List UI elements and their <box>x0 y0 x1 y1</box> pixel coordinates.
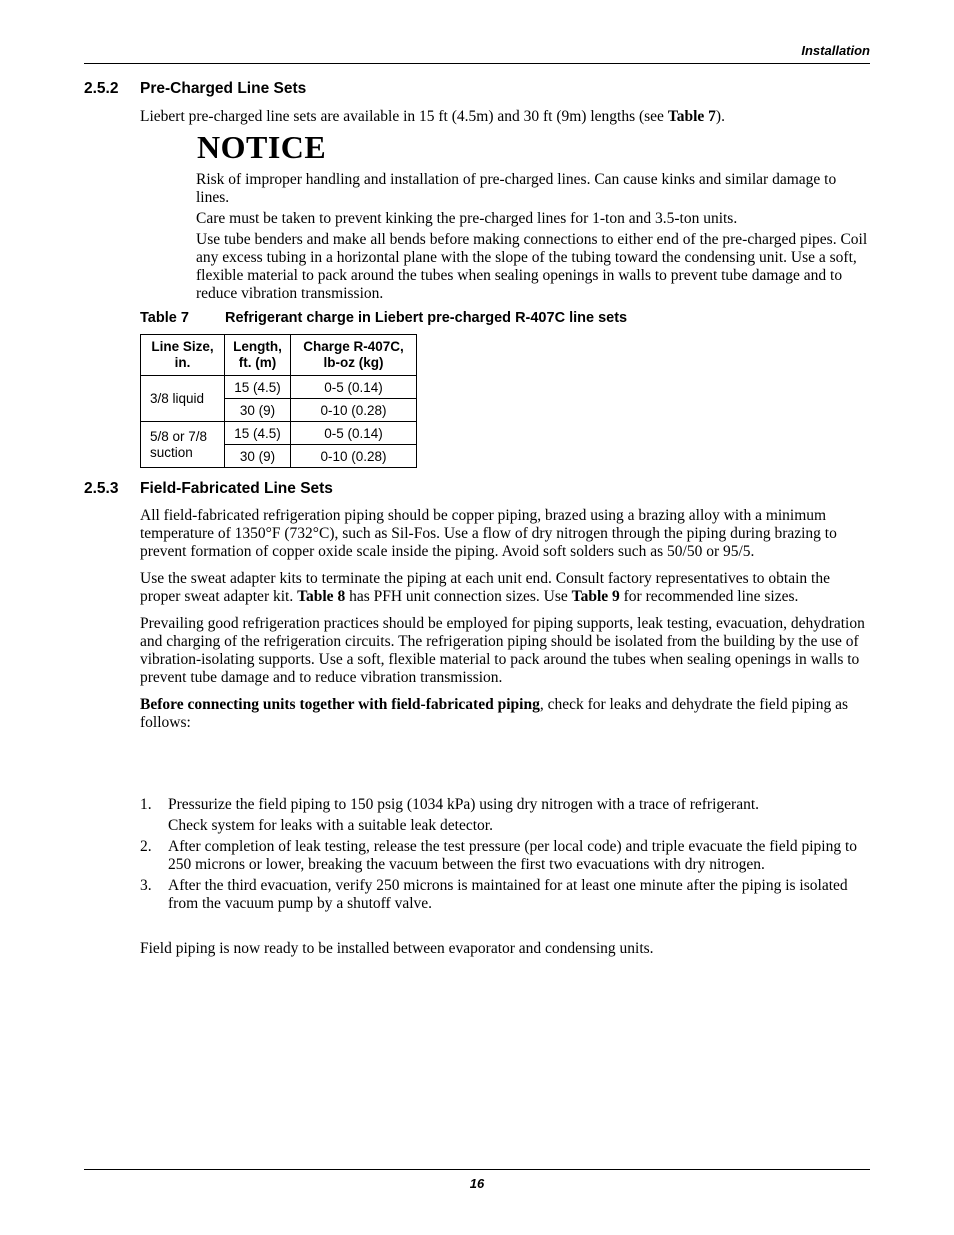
step-text: Check system for leaks with a suitable leak detector. <box>168 817 493 834</box>
length-cell: 30 (9) <box>225 445 291 468</box>
table-label: Table 7 <box>140 310 189 326</box>
step-text: Pressurize the field piping to 150 psig (1034 kPa) using dry nitrogen with a trace of refrigerant. <box>168 796 760 813</box>
column-header: Length, ft. (m) <box>225 335 291 376</box>
charge-cell: 0-10 (0.28) <box>291 399 417 422</box>
line-size-cell: 3/8 liquid <box>141 376 225 422</box>
notice-body <box>196 171 868 303</box>
refrigerant-charge-table <box>140 334 417 468</box>
table-header-row <box>141 335 417 376</box>
intro-suffix: ). <box>715 108 725 125</box>
closing-paragraph <box>140 940 868 958</box>
step-number: 2. <box>140 838 152 855</box>
column-header: Line Size, in. <box>141 335 225 376</box>
bold-lead-in: Before connecting units together with field-fabricated piping <box>140 696 540 713</box>
page-number: 16 <box>469 1176 485 1191</box>
length-cell: 15 (4.5) <box>225 422 291 445</box>
notice-paragraph: Care must be taken to prevent kinking the pre-charged lines for 1-ton and 3.5-ton units. <box>196 210 738 227</box>
section-title: Pre-Charged Line Sets <box>140 80 307 97</box>
header-rule <box>84 63 870 64</box>
table-8-reference: Table 8 <box>297 588 346 605</box>
column-header: Charge R-407C, lb-oz (kg) <box>291 335 417 376</box>
notice-paragraph: Use tube benders and make all bends before making connections to either end of the pre-charged pipes. Coil any excess tubing in a horizontal plane with the slope of the tubing toward the condensing unit. Use a soft, flexible material to pack around the tubes when sealing openings in walls to prevent tube damage and to reduce vibration transmission. <box>196 231 868 302</box>
notice-title: NOTICE <box>197 129 327 165</box>
table-9-reference: Table 9 <box>571 588 620 605</box>
paragraph: Before connecting units together with field-fabricated piping, check for leaks and dehydrate the field piping as follows: <box>140 696 848 731</box>
section-253-body <box>140 507 868 732</box>
step-number: 3. <box>140 877 152 894</box>
list-item <box>140 877 868 913</box>
paragraph: Prevailing good refrigeration practices should be employed for piping supports, leak testing, evacuation, dehydration and charging of the refrigeration circuits. The refrigeration piping should be isolated from the building by the use of vibration-isolating supports. Use a soft, flexible material to pack around the tubes when sealing openings in walls to prevent tube damage and to reduce vibration transmission. <box>140 615 865 686</box>
intro-paragraph <box>140 108 868 126</box>
table-caption-text: Refrigerant charge in Liebert pre-charged R-407C line sets <box>225 310 628 326</box>
list-item <box>140 838 868 874</box>
list-item <box>140 796 868 835</box>
line-size-cell: 5/8 or 7/8 suction <box>141 422 225 468</box>
step-text: After completion of leak testing, release the test pressure (per local code) and triple evacuate the field piping to 250 microns or lower, breaking the vacuum between the first two evacuations with dry nitrogen. <box>168 838 858 873</box>
length-cell: 15 (4.5) <box>225 376 291 399</box>
step-number: 1. <box>140 796 152 813</box>
running-header: Installation <box>801 43 870 58</box>
section-heading-253 <box>84 480 333 498</box>
table-row <box>141 422 417 445</box>
section-number: 2.5.3 <box>84 480 119 497</box>
charge-cell: 0-10 (0.28) <box>291 445 417 468</box>
step-text: After the third evacuation, verify 250 microns is maintained for at least one minute after the piping is isolated from the vacuum pump by a shutoff valve. <box>168 877 848 912</box>
section-number: 2.5.2 <box>84 80 119 97</box>
table-row <box>141 376 417 399</box>
footer-rule <box>84 1169 870 1170</box>
paragraph: Field piping is now ready to be installed between evaporator and condensing units. <box>140 940 654 957</box>
table-caption <box>140 310 627 326</box>
leak-test-steps <box>140 796 868 913</box>
paragraph: All field-fabricated refrigeration piping should be copper piping, brazed using a brazing alloy with a minimum temperature of 1350°F (732°C), such as Sil-Fos. Use a flow of dry nitrogen through the piping during brazing to prevent formation of copper oxide scale inside the piping. Avoid soft solders such as 50/50 or 95/5. <box>140 507 837 560</box>
section-heading-252 <box>84 80 306 98</box>
paragraph: Use the sweat adapter kits to terminate the piping at each unit end. Consult factory representatives to obtain the proper sweat adapter kit. Table 8 has PFH unit connection sizes. Use Table 9 for recommended line sizes. <box>140 570 830 605</box>
notice-paragraph: Risk of improper handling and installation of pre-charged lines. Can cause kinks and similar damage to lines. <box>196 171 837 206</box>
section-title: Field-Fabricated Line Sets <box>140 480 333 497</box>
intro-text: Liebert pre-charged line sets are available in 15 ft (4.5m) and 30 ft (9m) lengths (see <box>140 108 668 125</box>
length-cell: 30 (9) <box>225 399 291 422</box>
charge-cell: 0-5 (0.14) <box>291 422 417 445</box>
table-7-reference: Table 7 <box>667 108 716 125</box>
charge-cell: 0-5 (0.14) <box>291 376 417 399</box>
